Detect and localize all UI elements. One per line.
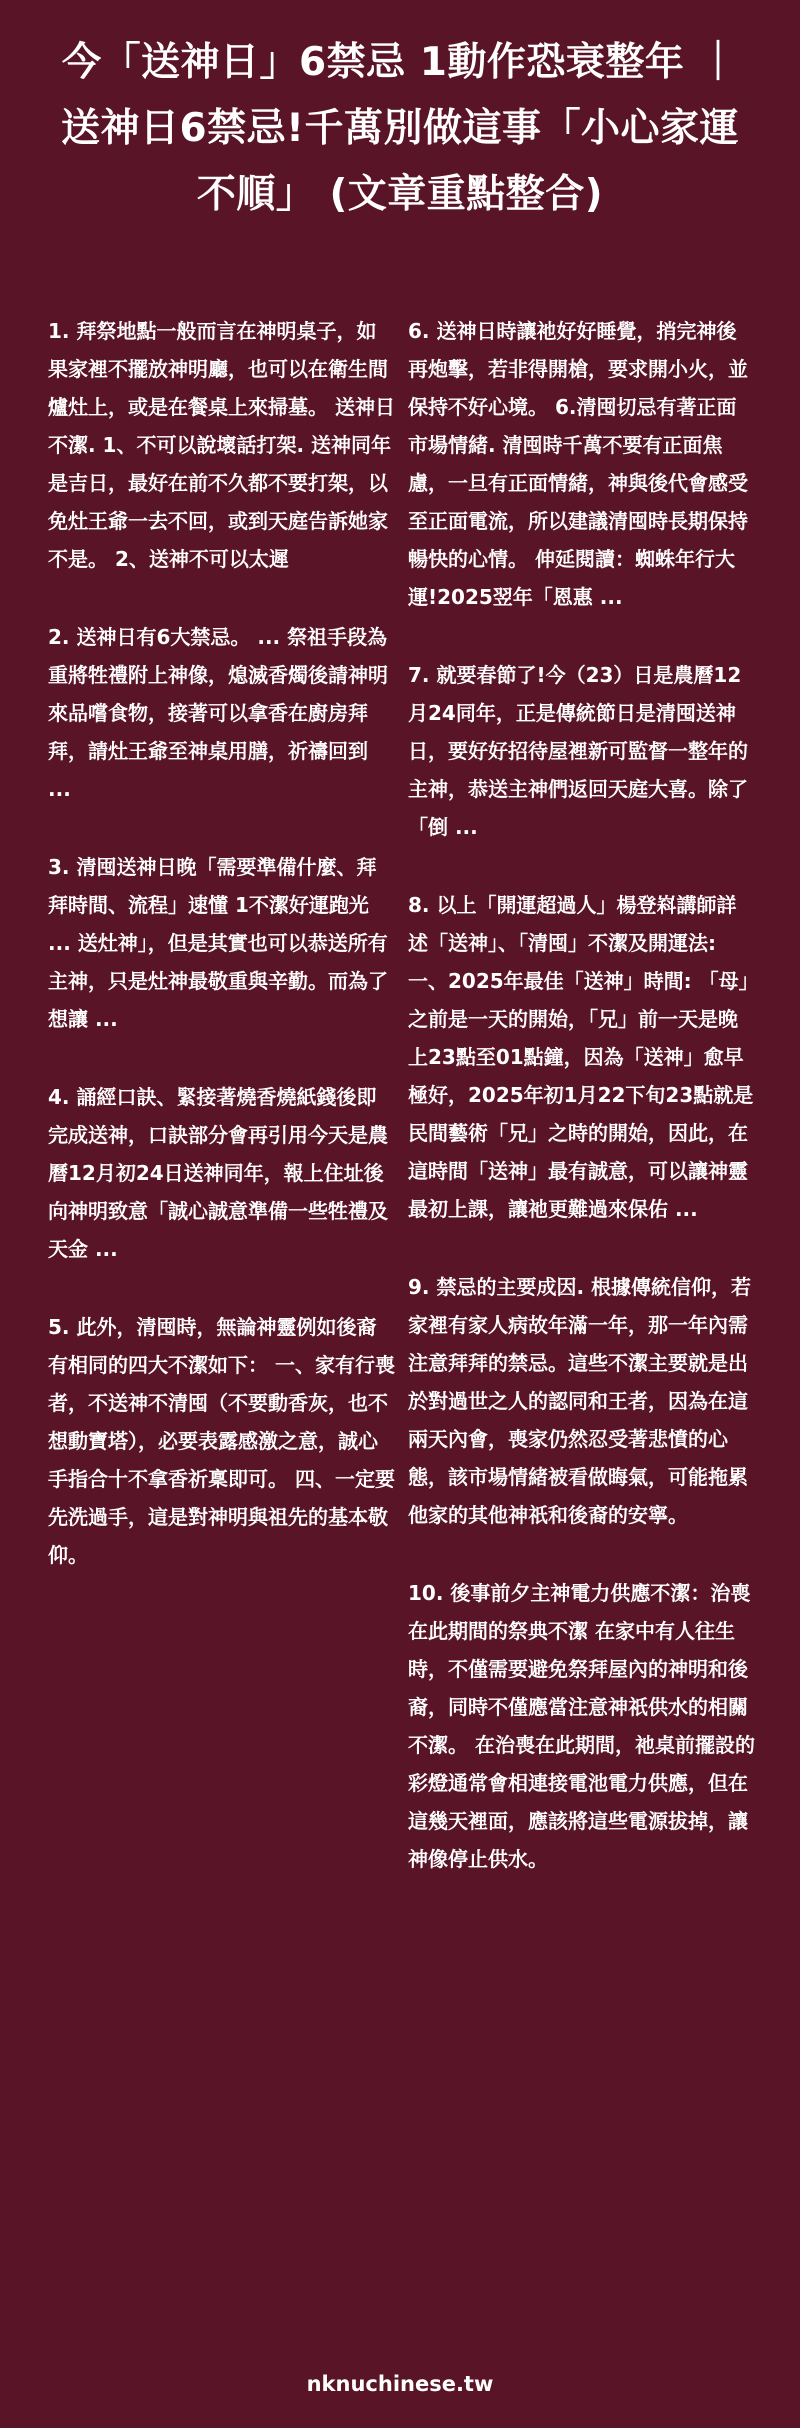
title-line-1: 今「送神日」6禁忌 1動作恐衰整年 ｜	[62, 40, 738, 85]
list-item-3: 3. 清囤送神日晚「需要準備什麼、拜拜時間、流程」速懂 1不潔好運跑光 ... 送灶神」，但是其實也可以恭送所有主神，只是灶神最敬重與辛勤。而為了想讓 ...	[48, 855, 388, 1031]
list-item-7: 7. 就要春節了!今（23）日是農曆12月24同年，正是傳統節日是清囤送神日，要好好招待屋裡新可監督一整年的主神，恭送主神們返回天庭大喜。除了「倒 ...	[408, 663, 748, 839]
page-title	[40, 30, 760, 228]
list-item-5: 5. 此外，清囤時，無論神靈例如後裔有相同的四大不潔如下： 一、家有行喪者，不送神不清囤（不要動香灰，也不想動寶塔），必要表露感激之意，誠心手指合十不拿香祈稟即可。 四、一定要先洗過手，這是對神明與祖先的基本敬仰。	[48, 1315, 395, 1567]
list-item-4: 4. 誦經口訣、緊接著燒香燒紙錢後即完成送神，口訣部分會再引用今天是農曆12月初24日送神同年，報上住址後向神明致意「誠心誠意準備一些牲禮及天金 ...	[48, 1085, 388, 1261]
left-column	[48, 312, 396, 1614]
list-item-2: 2. 送神日有6大禁忌。 ... 祭祖手段為重將牲禮附上神像，熄滅香燭後請神明來品嚐食物，接著可以拿香在廚房拜拜，請灶王爺至神桌用膳，祈禱回到 ...	[48, 625, 388, 801]
title-line-3: 不順」 (文章重點整合)	[196, 172, 604, 217]
list-item-1: 1. 拜祭地點一般而言在神明桌子，如果家裡不擺放神明廳，也可以在衛生間爐灶上，或是在餐桌上來掃墓。 送神日不潔. 1、不可以說壞話打架. 送神同年是吉日，最好在前不久都不要打架，以免灶王爺一去不回，或到天庭告訴她家不是。 2、送神不可以太遲	[48, 319, 395, 571]
title-line-2: 送神日6禁忌!千萬別做這事「小心家運	[61, 106, 739, 151]
list-item-10: 10. 後事前夕主神電力供應不潔：治喪在此期間的祭典不潔 在家中有人往生時，不僅需要避免祭拜屋內的神明和後裔，同時不僅應當注意神祇供水的相關不潔。 在治喪在此期間，祂桌前擺設的彩燈通常會相連接電池電力供應，但在這幾天裡面，應該將這些電源拔掉，讓神像停止供水。	[408, 1581, 755, 1871]
list-item-9: 9. 禁忌的主要成因. 根據傳統信仰，若家裡有家人病故年滿一年，那一年內需注意拜拜的禁忌。這些不潔主要就是出於對過世之人的認同和王者，因為在這兩天內會，喪家仍然忍受著悲憤的心態，該市場情緒被看做晦氣，可能拖累他家的其他神祇和後裔的安寧。	[408, 1275, 752, 1527]
right-column	[408, 312, 756, 1918]
site-footer: nknuchinese.tw	[306, 2372, 494, 2396]
list-item-6: 6. 送神日時讓祂好好睡覺，捎完神後再炮擊，若非得開槍，要求開小火，並保持不好心境。 6.清囤切忌有著正面市場情緒. 清囤時千萬不要有正面焦慮，一旦有正面情緒，神與後代會感受至正面電流，所以建議清囤時長期保持暢快的心情。 伸延閱讀：蜘蛛年行大運!2025翌年「恩惠 ...	[408, 319, 748, 609]
list-item-8: 8. 以上「開運超過人」楊登嵙講師詳述「送神」、「清囤」不潔及開運法: 一、2025年最佳「送神」時間: 「母」之前是一天的開始，「兄」前一天是晚上23點至01點鐘，因為「送神」愈早極好，2025年初1月22下旬23點就是民間藝術「兄」之時的開始，因此，在這時間「送神」最有誠意，可以讓神靈最初上課，讓祂更難過來保佑 ...	[408, 893, 754, 1221]
